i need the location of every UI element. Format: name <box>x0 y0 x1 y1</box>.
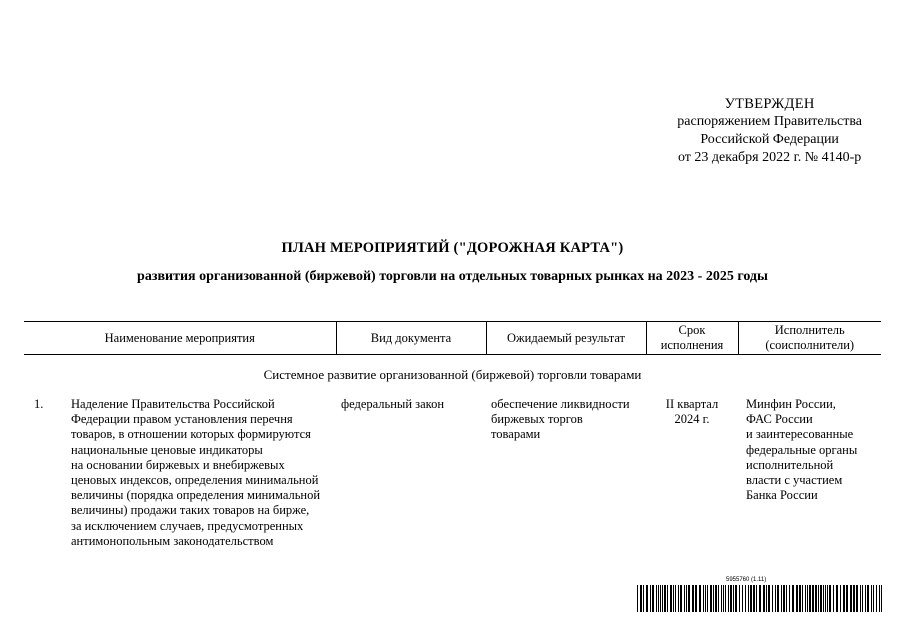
plan-table <box>24 321 881 549</box>
cell-name <box>24 397 336 549</box>
row-name-line: величины) продажи таких товаров на бирже, <box>71 503 310 518</box>
table-row <box>24 397 881 549</box>
row-name <box>71 397 320 549</box>
header-exec-line-1: Исполнитель <box>774 323 845 337</box>
section-title: Системное развитие организованной (биржевой) торговли товарами <box>263 367 642 382</box>
approval-line-3: от 23 декабря 2022 г. № 4140-р <box>677 150 862 165</box>
plan-title: ПЛАН МЕРОПРИЯТИЙ ("ДОРОЖНАЯ КАРТА") <box>281 240 624 256</box>
row-name-line: антимонопольным законодательством <box>71 533 274 548</box>
header-name: Наименование мероприятия <box>24 322 336 355</box>
section-row <box>24 355 881 398</box>
row-exec-line: Банка России <box>746 488 818 503</box>
row-number: 1. <box>34 397 44 411</box>
row-name-line: ценовых индексов, определения минимальной <box>71 473 319 488</box>
header-term-line-2: исполнения <box>660 338 724 352</box>
row-exec-line: Минфин России, <box>746 397 836 411</box>
header-term <box>646 322 738 355</box>
row-name-line: на основании биржевых и внебиржевых <box>71 457 285 472</box>
row-name-line: Федерации правом установления перечня <box>71 412 293 427</box>
cell-doc: федеральный закон <box>341 397 445 411</box>
header-result: Ожидаемый результат <box>486 322 646 355</box>
approval-title: УТВЕРЖДЕН <box>724 96 815 112</box>
approval-line-2: Российской Федерации <box>700 132 839 147</box>
row-term-line: II квартал <box>665 397 719 411</box>
row-result-line: обеспечение ликвидности <box>491 397 630 411</box>
document-barcode <box>635 577 885 612</box>
header-term-line-1: Срок <box>678 323 706 337</box>
row-result-line: товарами <box>491 427 541 442</box>
barcode-label: 5955760 (1.11) <box>726 577 767 583</box>
row-exec-line: ФАС России <box>746 412 813 427</box>
cell-result <box>486 397 646 549</box>
cell-term <box>646 397 738 549</box>
row-name-line: за исключением случаев, предусмотренных <box>71 518 304 533</box>
approval-stamp <box>677 95 862 167</box>
plan-subtitle: развития организованной (биржевой) торговли на отдельных товарных рынках на 2023 - 2025 годы <box>137 269 768 284</box>
row-name-line: товаров, в отношении которых формируются <box>71 427 311 442</box>
row-exec-line: власти с участием <box>746 473 843 488</box>
row-exec-line: исполнительной <box>746 457 834 472</box>
row-name-line: Наделение Правительства Российской <box>71 397 275 411</box>
table-header-row <box>24 322 881 355</box>
header-exec <box>738 322 881 355</box>
header-exec-line-2: (соисполнители) <box>765 338 855 352</box>
header-doc: Вид документа <box>336 322 486 355</box>
barcode-icon <box>635 585 885 612</box>
cell-exec <box>738 397 881 549</box>
row-result-line: биржевых торгов <box>491 412 583 427</box>
row-exec-line: и заинтересованные <box>746 427 854 442</box>
approval-line-1: распоряжением Правительства <box>677 114 862 129</box>
row-name-line: национальные ценовые индикаторы <box>71 442 263 457</box>
row-exec-line: федеральные органы <box>746 442 858 457</box>
row-name-line: величины (порядка определения минимальной <box>71 488 321 503</box>
row-term-line: 2024 г. <box>674 412 710 427</box>
